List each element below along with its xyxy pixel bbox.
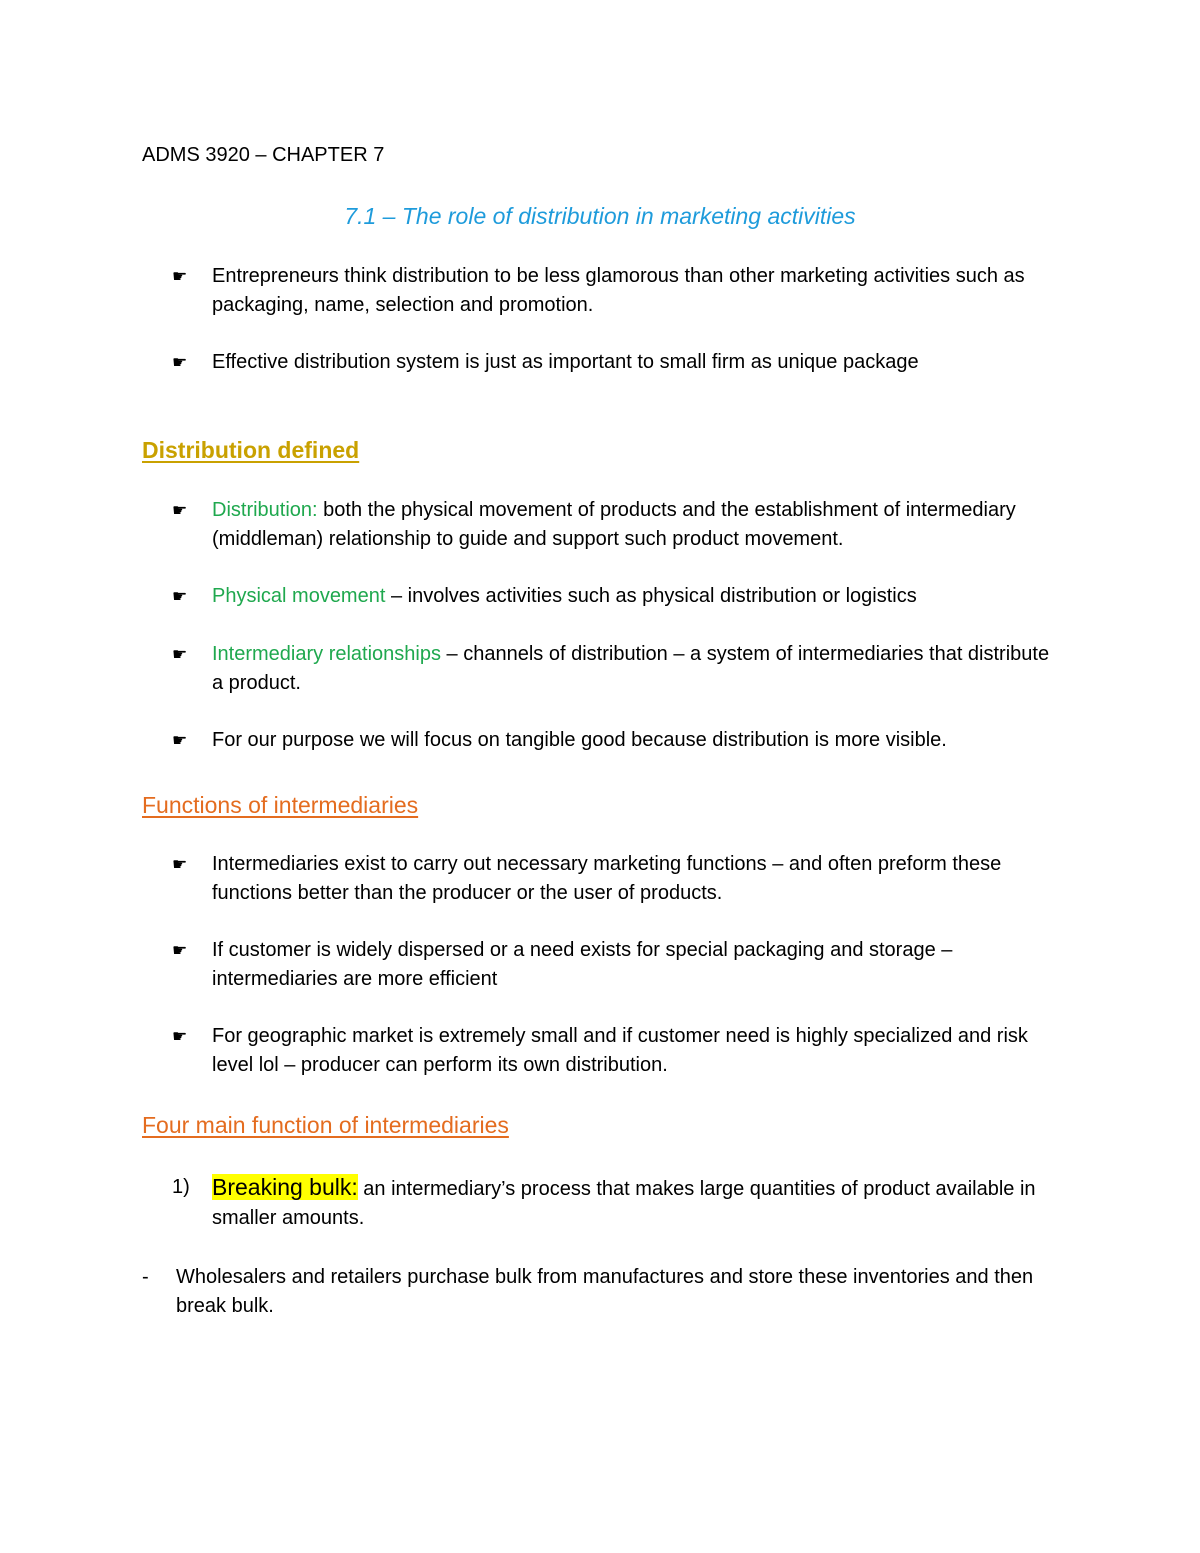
term-physical-movement: Physical movement: [212, 585, 386, 607]
pointing-hand-icon: ☛: [172, 941, 188, 960]
list-item: [172, 726, 1052, 755]
list-item-text: If customer is widely dispersed or a need exists for special packaging and storage – intermediaries are more efficient: [212, 939, 953, 990]
list-item: [172, 496, 1052, 554]
pointing-hand-icon: ☛: [172, 267, 188, 286]
list-item: [172, 936, 1052, 994]
list-item-text: [212, 496, 1052, 554]
list-item-text: [212, 640, 1052, 698]
term-distribution: Distribution:: [212, 499, 318, 521]
term-intermediary-relationships: Intermediary relationships: [212, 643, 441, 665]
dash-marker: -: [142, 1266, 149, 1288]
highlighted-term: Breaking bulk:: [212, 1174, 358, 1200]
heading-four-main-functions: Four main function of intermediaries: [142, 1112, 509, 1138]
list-item-text: Wholesalers and retailers purchase bulk from manufactures and store these inventories and then break bulk.: [176, 1266, 1034, 1317]
list-item: [172, 850, 1052, 908]
definition-text: an intermediary’s process that makes large quantities of product available in smaller amounts.: [212, 1178, 1036, 1229]
numbered-item: [172, 1173, 1052, 1233]
list-item: [172, 348, 1052, 377]
pointing-hand-icon: ☛: [172, 1027, 188, 1046]
pointing-hand-icon: ☛: [172, 731, 188, 750]
definition-text: – channels of distribution – a system of intermediaries that distribute a product.: [212, 643, 1050, 694]
pointing-hand-icon: ☛: [172, 855, 188, 874]
list-item-text: For geographic market is extremely small and if customer need is highly specialized and risk level lol – producer can perform its own distribution.: [212, 1025, 1028, 1076]
section-subtitle: 7.1 – The role of distribution in marketing activities: [344, 203, 856, 229]
list-item: [172, 582, 1052, 611]
list-item-text: Entrepreneurs think distribution to be less glamorous than other marketing activities such as packaging, name, selection and promotion.: [212, 265, 1025, 316]
pointing-hand-icon: ☛: [172, 587, 188, 606]
list-item: [172, 1022, 1052, 1080]
dash-list-item: [142, 1263, 1062, 1321]
list-item-text: For our purpose we will focus on tangible good because distribution is more visible.: [212, 729, 947, 751]
heading-distribution-defined: Distribution defined: [142, 437, 360, 463]
heading-functions-of-intermediaries: Functions of intermediaries: [142, 792, 419, 818]
list-item: [172, 262, 1052, 320]
list-item: [172, 640, 1052, 698]
list-item-text: [212, 1173, 1052, 1233]
document-title: ADMS 3920 – CHAPTER 7: [142, 144, 385, 166]
pointing-hand-icon: ☛: [172, 501, 188, 520]
list-item-text: [212, 582, 1052, 611]
list-item-text: Effective distribution system is just as important to small firm as unique package: [212, 351, 919, 373]
pointing-hand-icon: ☛: [172, 645, 188, 664]
definition-text: both the physical movement of products and the establishment of intermediary (middleman) relationship to guide and support such product movement.: [212, 499, 1016, 550]
pointing-hand-icon: ☛: [172, 353, 188, 372]
list-item-text: Intermediaries exist to carry out necessary marketing functions – and often preform these functions better than the producer or the user of products.: [212, 853, 1002, 904]
definition-text: – involves activities such as physical distribution or logistics: [385, 585, 917, 607]
list-number: 1): [172, 1176, 190, 1198]
